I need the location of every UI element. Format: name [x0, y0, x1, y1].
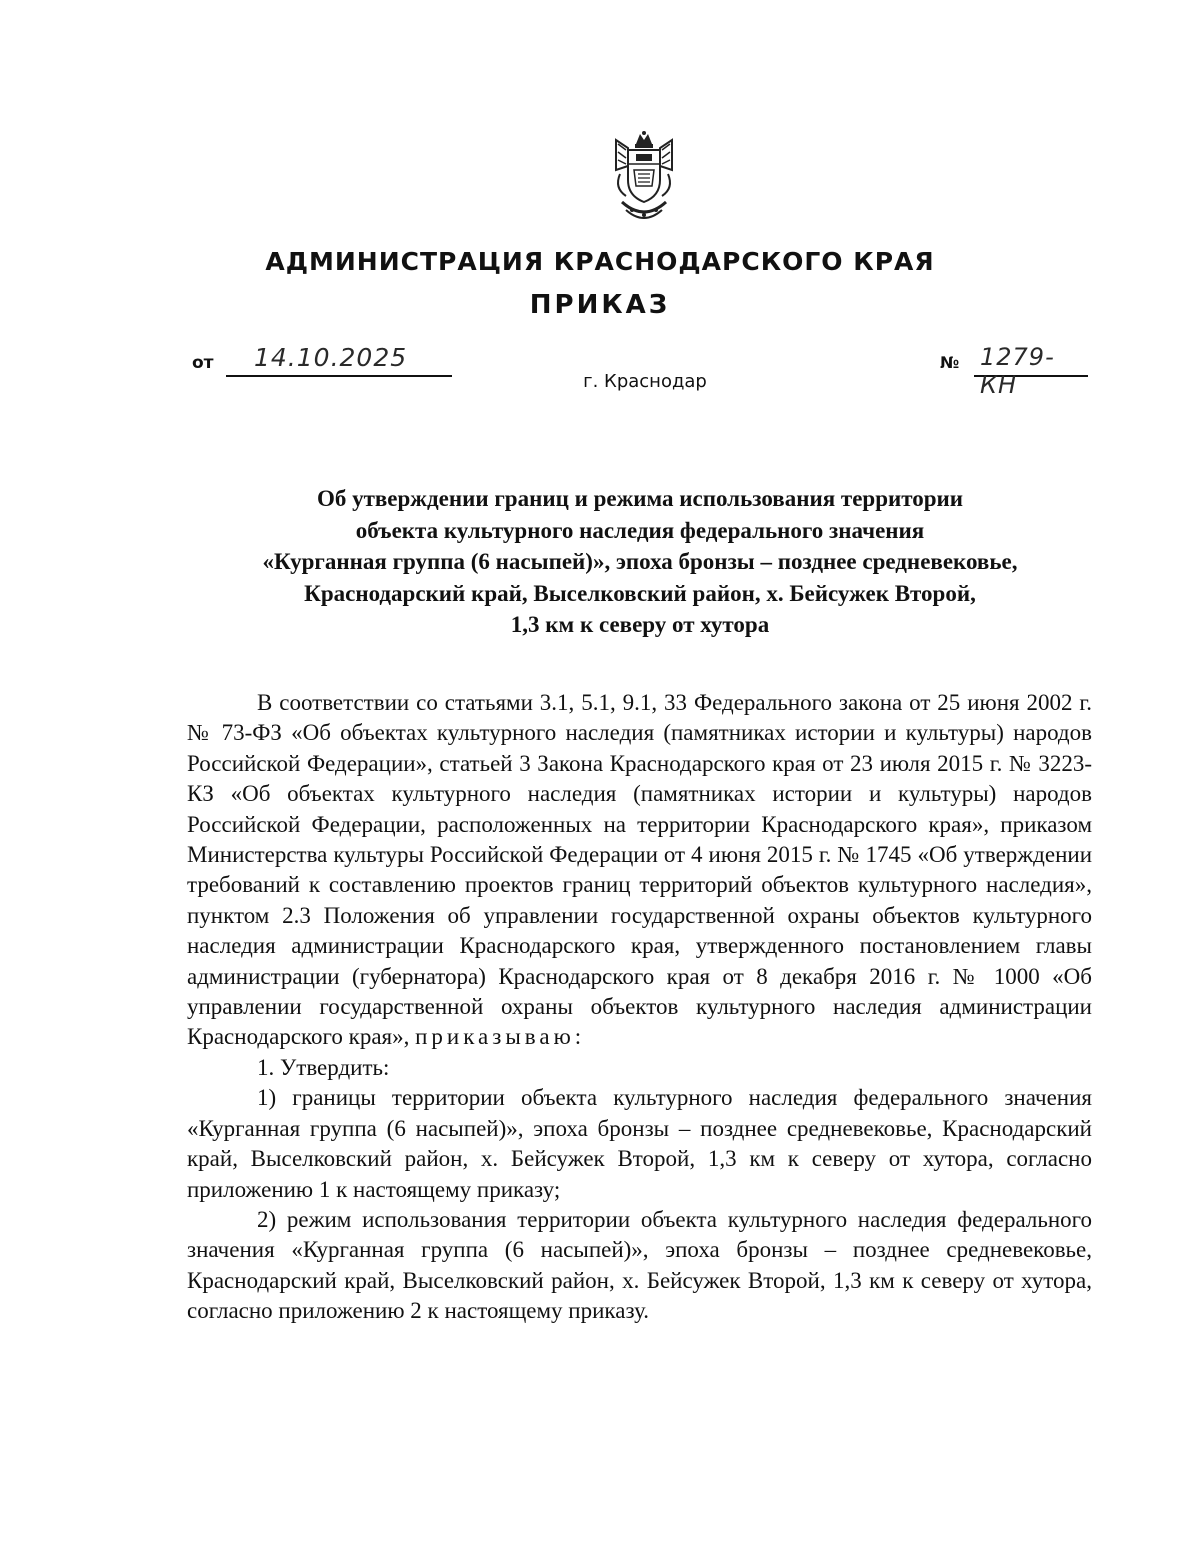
order-word: приказываю:: [415, 1024, 586, 1050]
title-line: 1,3 км к северу от хутора: [510, 612, 770, 637]
document-title: [180, 483, 1100, 641]
number-handwritten: 1279-КН: [980, 343, 1055, 399]
date-handwritten: 14.10.2025: [254, 343, 408, 372]
title-line: объекта культурного наследия федерального значения: [355, 517, 925, 543]
issuing-authority: АДМИНИСТРАЦИЯ КРАСНОДАРСКОГО КРАЯ: [265, 247, 935, 276]
date-prefix: от: [192, 353, 214, 373]
krasnodar-coat-of-arms-icon: [606, 130, 682, 226]
item-1-1: 1) границы территории объекта культурного наследия федерального значения «Курганная группа (6 насыпей)», эпоха бронзы – позднее средневековье, Краснодарский край, Выселковский район, х. Бейсужек Второй, 1,3 км к северу от хутора, согласно приложению 1 к настоящему приказу;: [187, 1085, 1092, 1202]
preamble-text: В соответствии со статьями 3.1, 5.1, 9.1, 33 Федерального закона от 25 июня 2002 г. № 73-ФЗ «Об объектах культурного наследия (памятниках истории и культуры) народов Российской Федерации», статьей 3 Закона Краснодарского края от 23 июля 2015 г. № 3223-КЗ «Об объектах культурного наследия (памятниках истории и культуры) народов Российской Федерации, расположенных на территории Краснодарского края», приказом Министерства культуры Российской Федерации от 4 июня 2015 г. № 1745 «Об утверждении требований к составлению проектов границ территорий объектов культурного наследия», пунктом 2.3 Положения об управлении государственной охраны объектов культурного наследия администрации Краснодарского края, утвержденного постановлением главы администрации (губернатора) Краснодарского края от 8 декабря 2016 г. № 1000 «Об управлении государственной охраны объектов культурного наследия администрации Краснодарского края»,: [187, 690, 1092, 1050]
title-line: Об утверждении границ и режима использования территории: [316, 486, 964, 511]
document-type: ПРИКАЗ: [529, 290, 671, 320]
title-line: Краснодарский край, Выселковский район, х. Бейсужек Второй,: [304, 580, 976, 606]
item-1-2: 2) режим использования территории объекта культурного наследия федерального значения «Курганная группа (6 насыпей)», эпоха бронзы – позднее средневековье, Краснодарский край, Выселковский район, х. Бейсужек Второй, 1,3 км к северу от хутора, согласно приложению 2 к настоящему приказу.: [187, 1206, 1092, 1324]
city: г. Краснодар: [583, 371, 707, 392]
number-prefix: №: [940, 353, 960, 372]
preamble-paragraph: [187, 688, 1092, 1053]
item-1: 1. Утвердить:: [257, 1054, 390, 1080]
document-body: [187, 688, 1092, 1327]
title-line: «Курганная группа (6 насыпей)», эпоха бронзы – позднее средневековье,: [262, 549, 1018, 574]
